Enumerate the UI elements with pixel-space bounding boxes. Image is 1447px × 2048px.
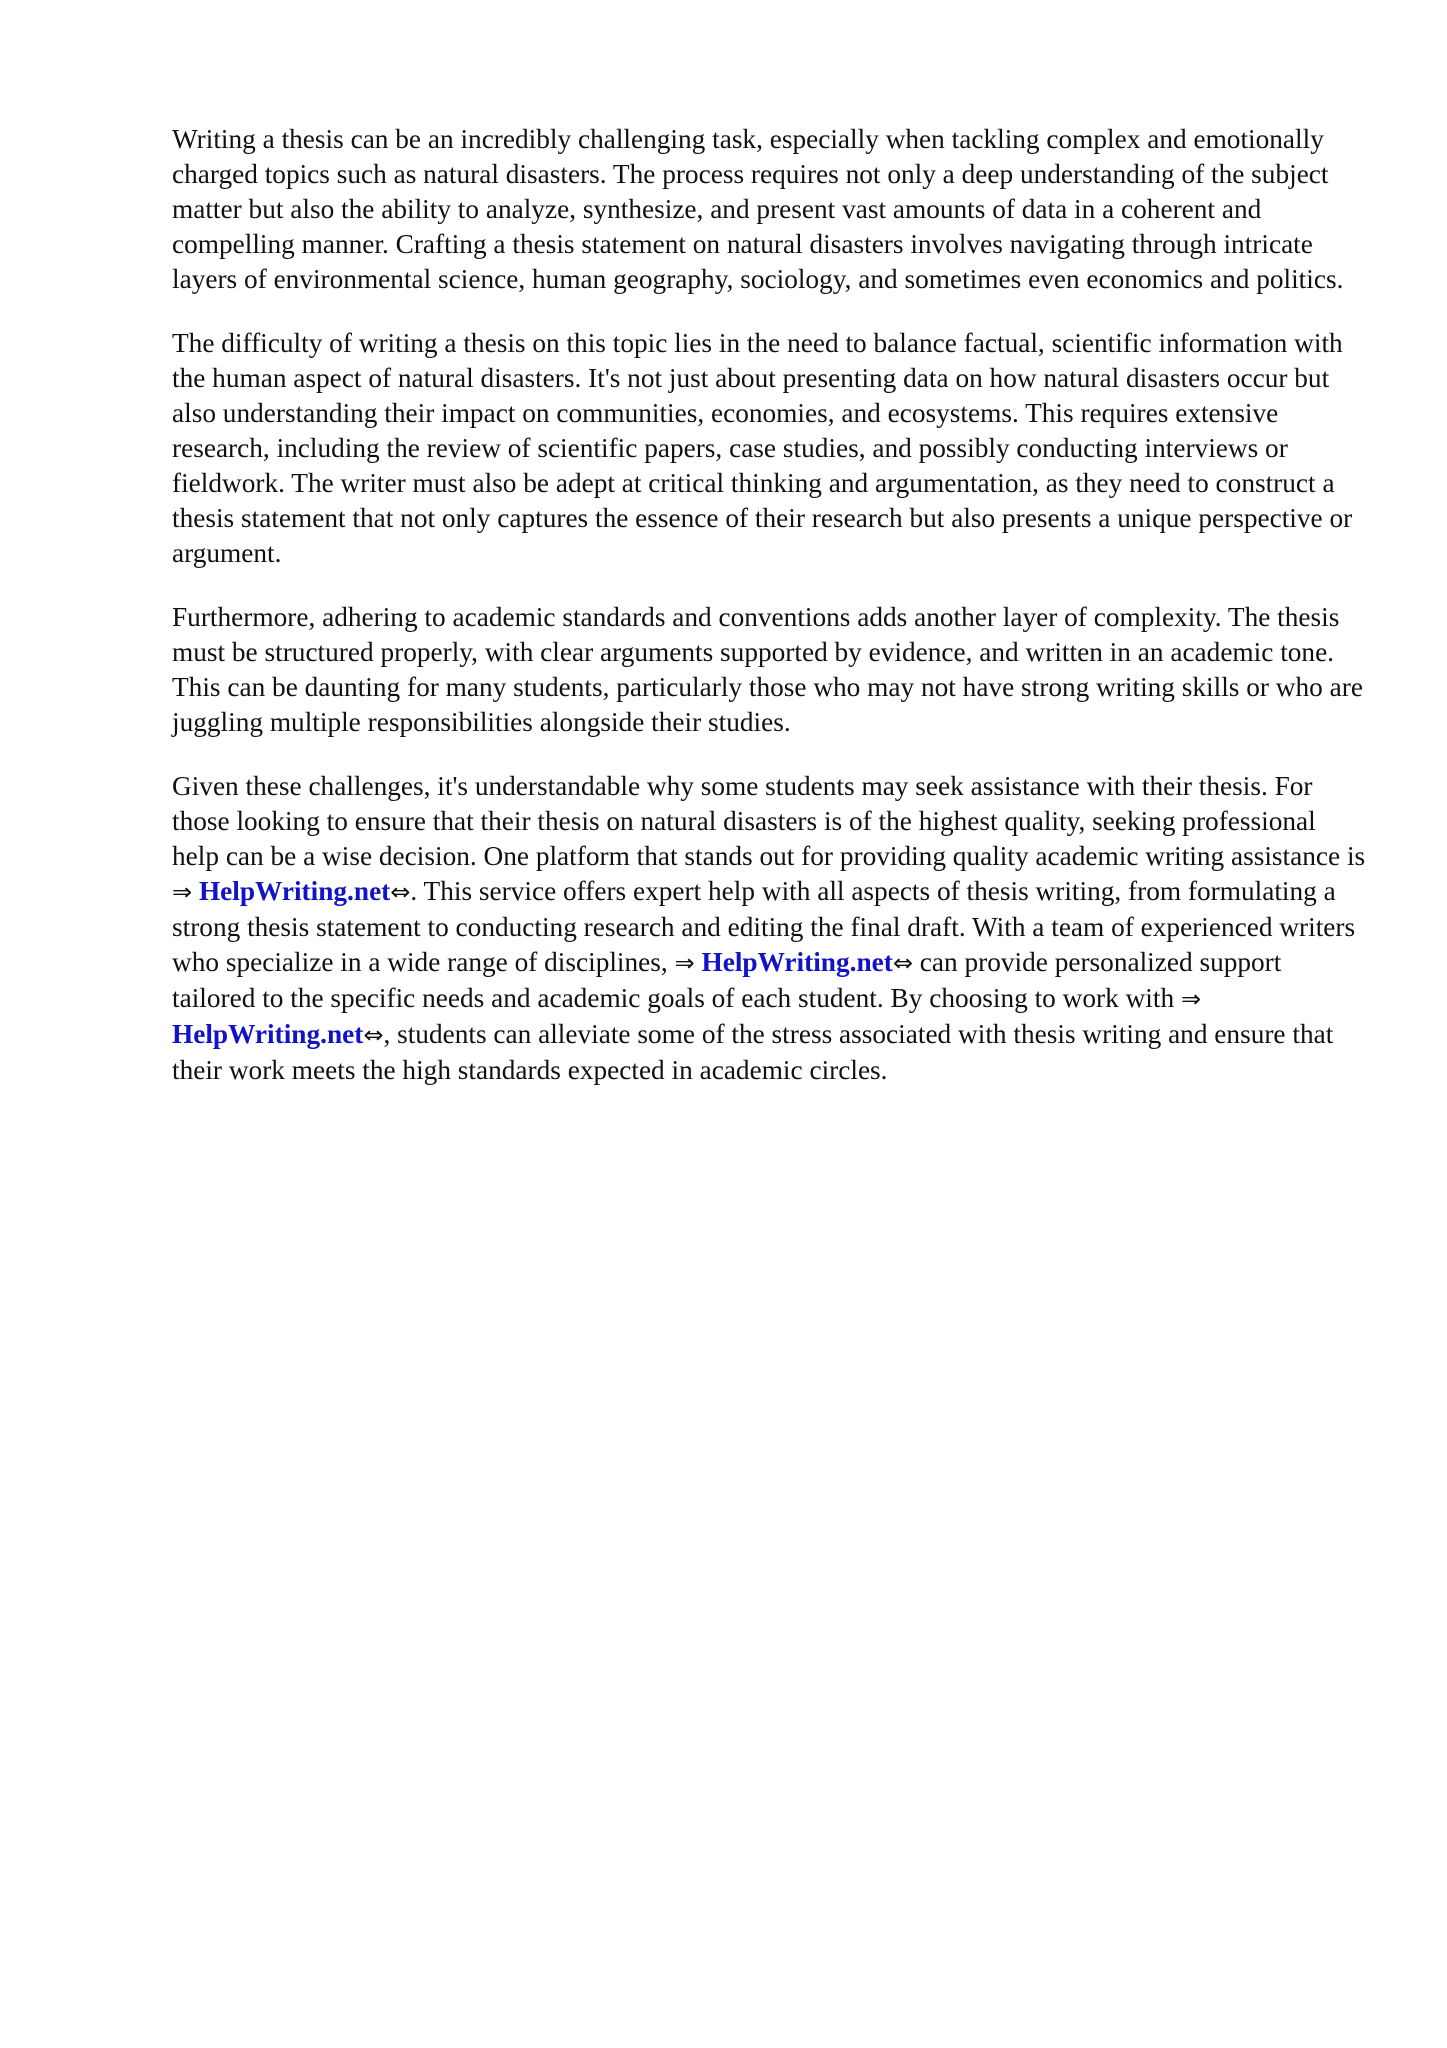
paragraph-4-text-4: , students can alleviate some of the stress associated with thesis writing and ensure that their work meets the high standards expected in academic circles. xyxy=(172,1019,1334,1085)
arrow-right-icon: ⇒ xyxy=(1180,985,1202,1013)
helpwriting-link-2[interactable]: HelpWriting.net xyxy=(701,947,893,977)
helpwriting-link-3[interactable]: HelpWriting.net xyxy=(172,1019,364,1049)
paragraph-4 xyxy=(172,769,1367,1088)
paragraph-4-text-3: can provide personalized support tailored to the specific needs and academic goals of each student. By choosing to work with xyxy=(172,947,1282,1013)
paragraph-3: Furthermore, adhering to academic standards and conventions adds another layer of complexity. The thesis must be structured properly, with clear arguments supported by evidence, and written in an academic tone. This can be daunting for many students, particularly those who may not have strong writing skills or who are juggling multiple responsibilities alongside their studies. xyxy=(172,602,1363,737)
paragraph-4-text-2: . This service offers expert help with all aspects of thesis writing, from formulating a strong thesis statement to conducting research and editing the final draft. With a team of experienced writers who specialize in a wide range of disciplines, xyxy=(172,876,1356,977)
paragraph-4-text-1: Given these challenges, it's understandable why some students may seek assistance with their thesis. For those looking to ensure that their thesis on natural disasters is of the highest quality, seeking professional help can be a wise decision. One platform that stands out for providing quality academic writing assistance is xyxy=(172,771,1366,871)
double-arrow-icon: ⇔ xyxy=(892,949,913,977)
double-arrow-icon: ⇔ xyxy=(390,878,411,906)
document-body xyxy=(172,122,1367,1117)
paragraph-1: Writing a thesis can be an incredibly challenging task, especially when tackling complex and emotionally charged topics such as natural disasters. The process requires not only a deep understanding of the subject matter but also the ability to analyze, synthesize, and present vast amounts of data in a coherent and compelling manner. Crafting a thesis statement on natural disasters involves navigating through intricate layers of environmental science, human geography, sociology, and sometimes even economics and politics. xyxy=(172,124,1344,294)
arrow-right-icon: ⇒ xyxy=(172,878,193,906)
double-arrow-icon: ⇔ xyxy=(363,1021,384,1049)
arrow-right-icon: ⇒ xyxy=(674,949,695,977)
helpwriting-link-1[interactable]: HelpWriting.net xyxy=(198,876,391,906)
paragraph-2: The difficulty of writing a thesis on this topic lies in the need to balance factual, scientific information with the human aspect of natural disasters. It's not just about presenting data on how natural disasters occur but also understanding their impact on communities, economies, and ecosystems. This requires extensive research, including the review of scientific papers, case studies, and possibly conducting interviews or fieldwork. The writer must also be adept at critical thinking and argumentation, as they need to construct a thesis statement that not only captures the essence of their research but also presents a unique perspective or argument. xyxy=(172,328,1353,568)
